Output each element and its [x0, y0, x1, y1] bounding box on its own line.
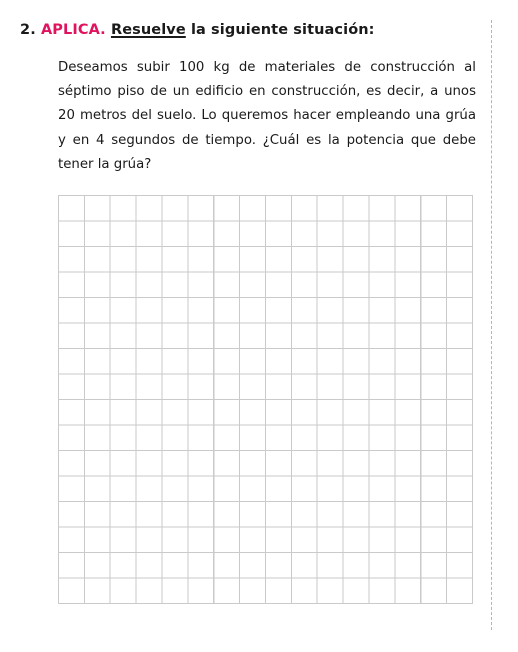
exercise-heading-rest: la siguiente situación:	[185, 22, 375, 38]
exercise-tag: APLICA.	[40, 22, 106, 38]
exercise-number: 2.	[20, 22, 36, 38]
exercise-verb: Resuelve	[110, 22, 186, 38]
problem-line: séptimo piso de un edificio en construcción, es decir, a unos	[58, 84, 476, 100]
problem-statement	[58, 56, 476, 177]
problem-line: 20 metros del suelo. Lo queremos hacer empleando una grúa	[58, 108, 476, 124]
problem-line: Deseamos subir 100 kg de materiales de construcción al	[58, 60, 476, 75]
problem-line: tener la grúa?	[58, 156, 152, 172]
exercise-heading	[20, 22, 375, 38]
problem-line: y en 4 segundos de tiempo. ¿Cuál es la potencia que debe	[58, 132, 476, 148]
answer-grid[interactable]	[58, 195, 473, 604]
margin-dashed-rule	[491, 20, 492, 630]
